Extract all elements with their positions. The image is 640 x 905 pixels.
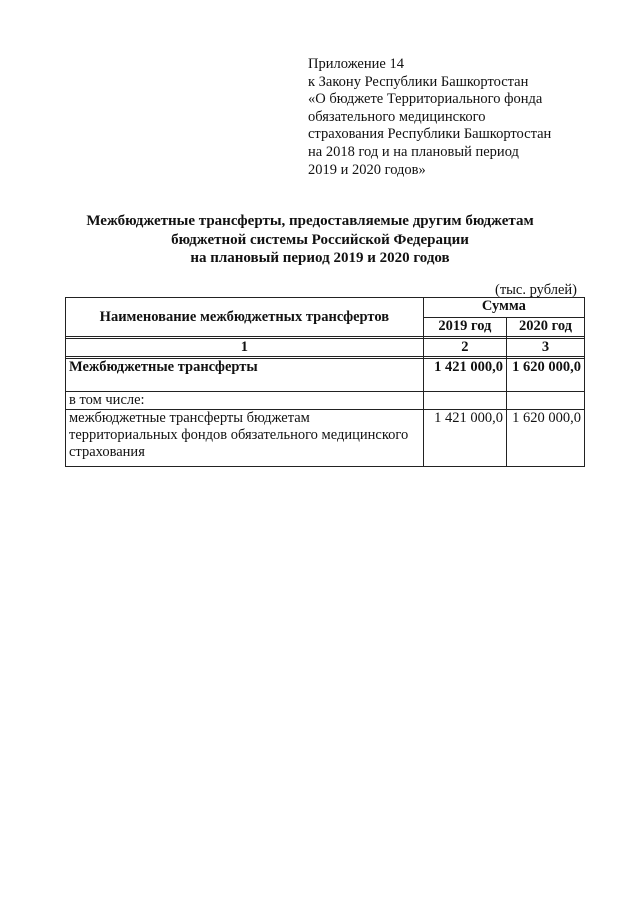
column-number: 1 xyxy=(66,339,424,357)
appendix-line: 2019 и 2020 годов» xyxy=(308,161,426,178)
column-number: 3 xyxy=(506,339,584,357)
column-number: 2 xyxy=(423,339,506,357)
table-row xyxy=(66,410,585,467)
header-year-2019: 2019 год xyxy=(423,317,506,337)
appendix-line: обязательного медицинского xyxy=(308,108,486,125)
title-line: бюджетной системы Российской Федерации xyxy=(171,231,469,248)
header-sum: Сумма xyxy=(423,298,584,318)
appendix-line: «О бюджете Территориального фонда xyxy=(308,91,543,108)
header-name: Наименование межбюджетных трансфертов xyxy=(66,298,424,337)
row-2019: 1 421 000,0 xyxy=(423,410,506,467)
appendix-line: на 2018 год и на плановый период xyxy=(308,143,519,160)
header-year-2020: 2020 год xyxy=(506,317,584,337)
document-title xyxy=(0,212,640,268)
row-name: межбюджетные трансферты бюджетам территориальных фондов обязательного медицинского страхования xyxy=(66,410,424,467)
title-line: на плановый период 2019 и 2020 годов xyxy=(190,250,450,266)
transfers-table xyxy=(65,297,585,467)
total-2020: 1 620 000,0 xyxy=(506,359,584,392)
table-row-total xyxy=(66,359,585,392)
title-line: Межбюджетные трансферты, предоставляемые другим бюджетам xyxy=(86,213,534,229)
appendix-header xyxy=(308,56,608,179)
appendix-line: страхования Республики Башкортостан xyxy=(308,126,552,143)
column-numbers-row xyxy=(66,339,585,357)
including-label: в том числе: xyxy=(66,392,424,410)
total-name: Межбюджетные трансферты xyxy=(66,359,424,392)
table-row-including xyxy=(66,392,585,410)
units-label: (тыс. рублей) xyxy=(495,282,577,298)
row-2020: 1 620 000,0 xyxy=(506,410,584,467)
total-2019: 1 421 000,0 xyxy=(423,359,506,392)
appendix-line: Приложение 14 xyxy=(308,56,404,72)
appendix-line: к Закону Республики Башкортостан xyxy=(308,73,529,90)
table-header-row xyxy=(66,298,585,318)
